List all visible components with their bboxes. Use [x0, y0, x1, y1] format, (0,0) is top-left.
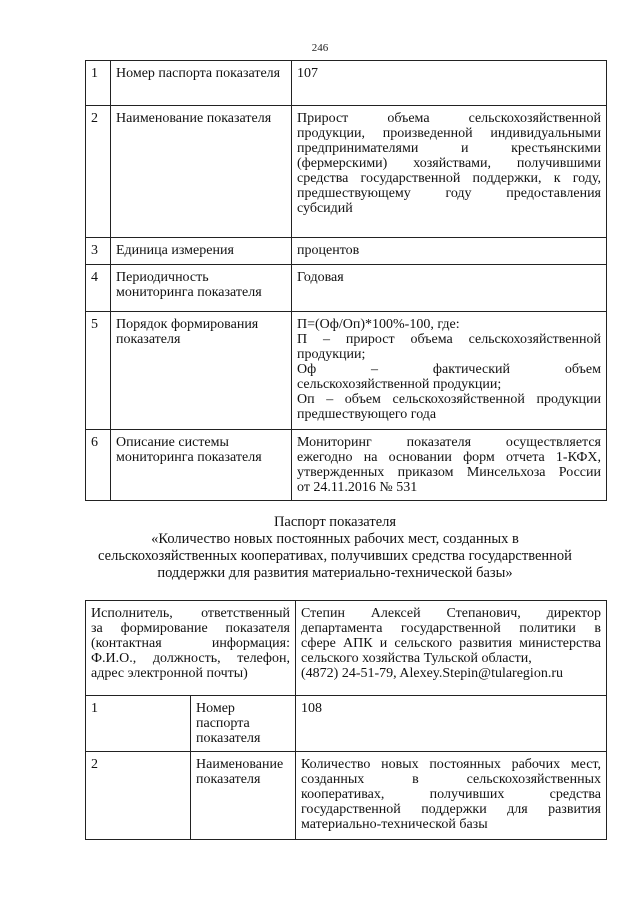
- passport-title-line: поддержки для развития материально-технической базы»: [157, 565, 513, 581]
- row-value: Мониторинг показателя осуществляется ежегодно на основании форм отчета 1-КФХ, утвержденных приказом Минсельхоза России от 24.11.2016 № 531: [292, 430, 607, 501]
- row-number: 4: [86, 265, 111, 312]
- table-row: [86, 752, 607, 840]
- row-value: 108: [296, 696, 607, 752]
- table-row: [86, 265, 607, 312]
- page-number: 246: [311, 42, 329, 54]
- row-number: 1: [86, 61, 111, 106]
- passport-title-line: сельскохозяйственных кооперативах, получивших средства государственной: [98, 548, 572, 564]
- table-row: [86, 601, 607, 696]
- table-row: [86, 61, 607, 106]
- row-value: Количество новых постоянных рабочих мест, созданных в сельскохозяйственных кооперативах, получивших средства государственной поддержки для развития материально-технической базы: [296, 752, 607, 840]
- row-number: 1: [86, 696, 191, 752]
- row-number: 2: [86, 752, 191, 840]
- row-value: 107: [292, 61, 607, 106]
- row-label: Периодичность мониторинга показателя: [111, 265, 292, 312]
- row-label: Единица измерения: [111, 238, 292, 265]
- table-row: [86, 312, 607, 430]
- row-value: П=(Оф/Оп)*100%-100, где: П – прирост объема сельскохозяйственной продукции; Оф – фактический объем сельскохозяйственной продукции; Оп – объем сельскохозяйственной продукции предшествующего года: [292, 312, 607, 430]
- row-label: Номер паспорта показателя: [191, 696, 296, 752]
- row-value: Прирост объема сельскохозяйственной продукции, произведенной индивидуальными предпринимателями и крестьянскими (фермерскими) хозяйствами, получившими средства государственной поддержки, к году, предшествующему году предоставления субсидий: [292, 106, 607, 238]
- row-number: 3: [86, 238, 111, 265]
- row-label: Описание системы мониторинга показателя: [111, 430, 292, 501]
- table-row: [86, 696, 607, 752]
- row-number: 6: [86, 430, 111, 501]
- passport-table-108: [85, 600, 607, 840]
- row-value: Годовая: [292, 265, 607, 312]
- row-label: Наименование показателя: [191, 752, 296, 840]
- table-row: [86, 106, 607, 238]
- passport-table-107: [85, 60, 607, 501]
- executor-value: Степин Алексей Степанович, директор департамента государственной политики в сфере АПК и сельского развития министерства сельского хозяйства Тульской области, (4872) 24-51-79, Alexey.Stepin@tularegion.ru: [296, 601, 607, 696]
- row-label: Номер паспорта показателя: [111, 61, 292, 106]
- row-number: 2: [86, 106, 111, 238]
- table-row: [86, 430, 607, 501]
- executor-label: Исполнитель, ответственный за формирование показателя (контактная информация: Ф.И.О., должность, телефон, адрес электронной почты): [86, 601, 296, 696]
- row-value: процентов: [292, 238, 607, 265]
- passport-title-line: «Количество новых постоянных рабочих мест, созданных в: [151, 531, 519, 547]
- row-number: 5: [86, 312, 111, 430]
- table-row: [86, 238, 607, 265]
- row-label: Порядок формирования показателя: [111, 312, 292, 430]
- passport-title: [70, 514, 600, 582]
- row-label: Наименование показателя: [111, 106, 292, 238]
- passport-title-line: Паспорт показателя: [273, 514, 397, 530]
